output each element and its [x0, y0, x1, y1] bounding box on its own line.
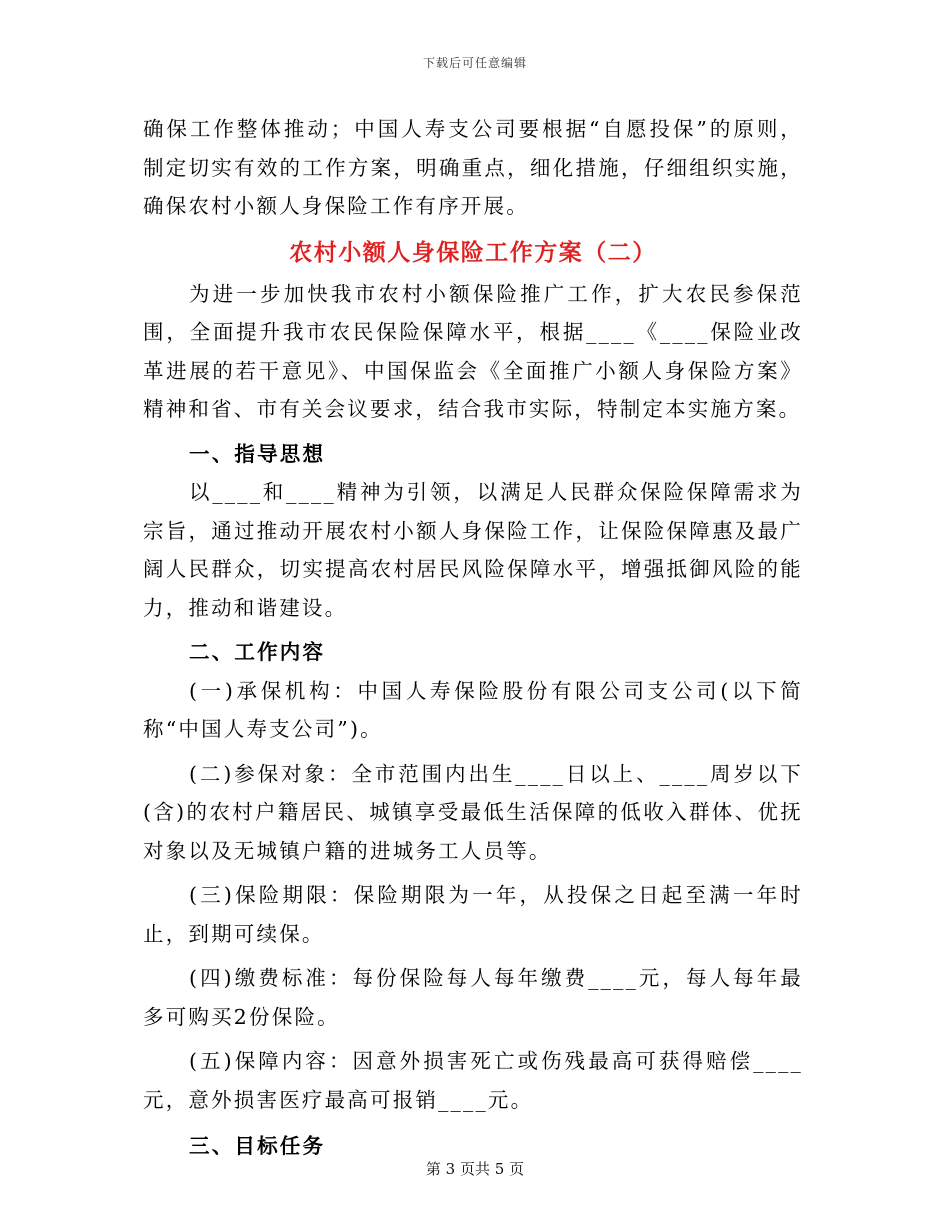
guiding-ideology-paragraph: 以____和____精神为引领，以满足人民群众保险保障需求为宗旨，通过推动开展农村小额人身保险工作，让保险保障惠及最广阔人民群众，切实提高农村居民风险保障水平，增强抵御风险的能力，推动和谐建设。 [143, 480, 803, 620]
item-premium-standard: (四)缴费标准：每份保险每人每年缴费____元，每人每年最多可购买2份保险。 [143, 966, 803, 1029]
page-header: 下载后可任意编辑 [422, 56, 527, 70]
item-insurance-period: (三)保险期限：保险期限为一年，从投保之日起至满一年时止，到期可续保。 [143, 883, 803, 946]
item-coverage: (五)保障内容：因意外损害死亡或伤残最高可获得赔偿____元，意外损害医疗最高可报销____元。 [143, 1049, 803, 1112]
page-footer: 第 3 页共 5 页 [425, 1160, 525, 1178]
section-title: 农村小额人身保险工作方案（二） [289, 238, 657, 266]
item-insured-persons: (二)参保对象：全市范围内出生____日以上、____周岁以下(含)的农村户籍居民、城镇享受最低生活保障的低收入群体、优抚对象以及无城镇户籍的进城务工人员等。 [143, 761, 803, 863]
heading-guiding-ideology: 一、指导思想 [189, 441, 326, 466]
document-body [143, 110, 803, 1166]
intro-paragraph: 为进一步加快我市农村小额保险推广工作，扩大农民参保范围，全面提升我市农民保险保障水平，根据____《____保险业改革进展的若干意见》、中国保监会《全面推广小额人身保险方案》精神和省、市有关会议要求，结合我市实际，特制定本实施方案。 [143, 281, 803, 421]
heading-work-content: 二、工作内容 [189, 640, 326, 664]
paragraph-continued: 确保工作整体推动；中国人寿支公司要根据“自愿投保”的原则，制定切实有效的工作方案，明确重点，细化措施，仔细组织实施，确保农村小额人身保险工作有序开展。 [143, 117, 803, 218]
heading-targets: 三、目标任务 [189, 1134, 326, 1158]
item-underwriter: (一)承保机构：中国人寿保险股份有限公司支公司(以下简称“中国人寿支公司”)。 [143, 678, 803, 741]
